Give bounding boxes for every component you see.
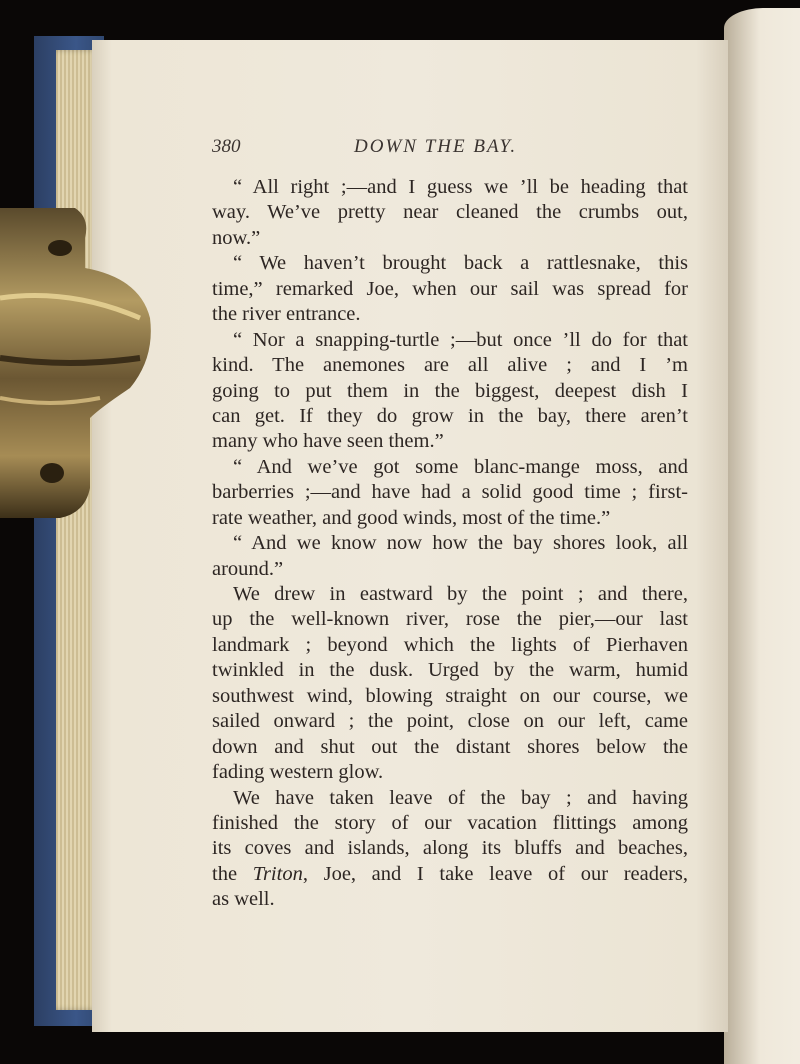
text-line: rate weather, and good winds, most of the time.” — [212, 506, 611, 529]
text-line: finished the story of our vacation flittings among — [212, 811, 688, 834]
text-line: now.” — [212, 226, 261, 249]
text-line: around.” — [212, 557, 284, 580]
text-line: kind. The anemones are all alive ; and I ’m — [212, 354, 688, 377]
text-line: as well. — [212, 888, 275, 911]
text-line: “ And we’ve got some blanc-mange moss, and — [233, 455, 688, 478]
text-line: up the well-known river, rose the pier,—our last — [212, 608, 688, 631]
running-title: DOWN THE BAY. — [354, 136, 518, 157]
page-number: 380 — [212, 136, 241, 157]
text-line: “ Nor a snapping-turtle ;—but once ’ll do for that — [233, 328, 688, 351]
text-line: barberries ;—and have had a solid good time ; first- — [212, 481, 688, 504]
page-header — [212, 136, 688, 162]
text-line: We have taken leave of the bay ; and having — [233, 786, 688, 809]
text-line: way. We’ve pretty near cleaned the crumbs out, — [212, 201, 688, 224]
text-line: many who have seen them.” — [212, 430, 444, 453]
text-line: twinkled in the dusk. Urged by the warm, humid — [212, 659, 688, 682]
text-line: time,” remarked Joe, when our sail was spread for — [212, 277, 688, 300]
text-line: “ All right ;—and I guess we ’ll be heading that — [233, 176, 688, 198]
text-line: fading western glow. — [212, 761, 384, 784]
text-line — [212, 862, 688, 887]
text-line: down and shut out the distant shores below the — [212, 735, 688, 758]
text-segment: the — [212, 862, 253, 885]
text-line: “ And we know now how the bay shores look, all — [233, 532, 688, 555]
text-line: can get. If they do grow in the bay, there aren’t — [212, 404, 688, 427]
facing-page — [724, 8, 800, 1064]
text-line: going to put them in the biggest, deepest dish I — [212, 379, 688, 402]
text-line: landmark ; beyond which the lights of Pierhaven — [212, 633, 688, 656]
text-line: its coves and islands, along its bluffs and beaches, — [212, 837, 688, 860]
italic-ship-name: Triton — [252, 862, 303, 885]
text-line: sailed onward ; the point, close on our left, came — [212, 710, 688, 733]
text-segment: , Joe, and I take leave of our readers, — [302, 862, 689, 885]
body-text — [212, 175, 688, 913]
text-line: the river entrance. — [212, 303, 361, 326]
brass-clasp — [0, 208, 155, 520]
text-line: “ We haven’t brought back a rattlesnake, this — [233, 252, 688, 275]
text-line: southwest wind, blowing straight on our course, we — [212, 684, 688, 707]
text-line: We drew in eastward by the point ; and there, — [233, 583, 688, 605]
